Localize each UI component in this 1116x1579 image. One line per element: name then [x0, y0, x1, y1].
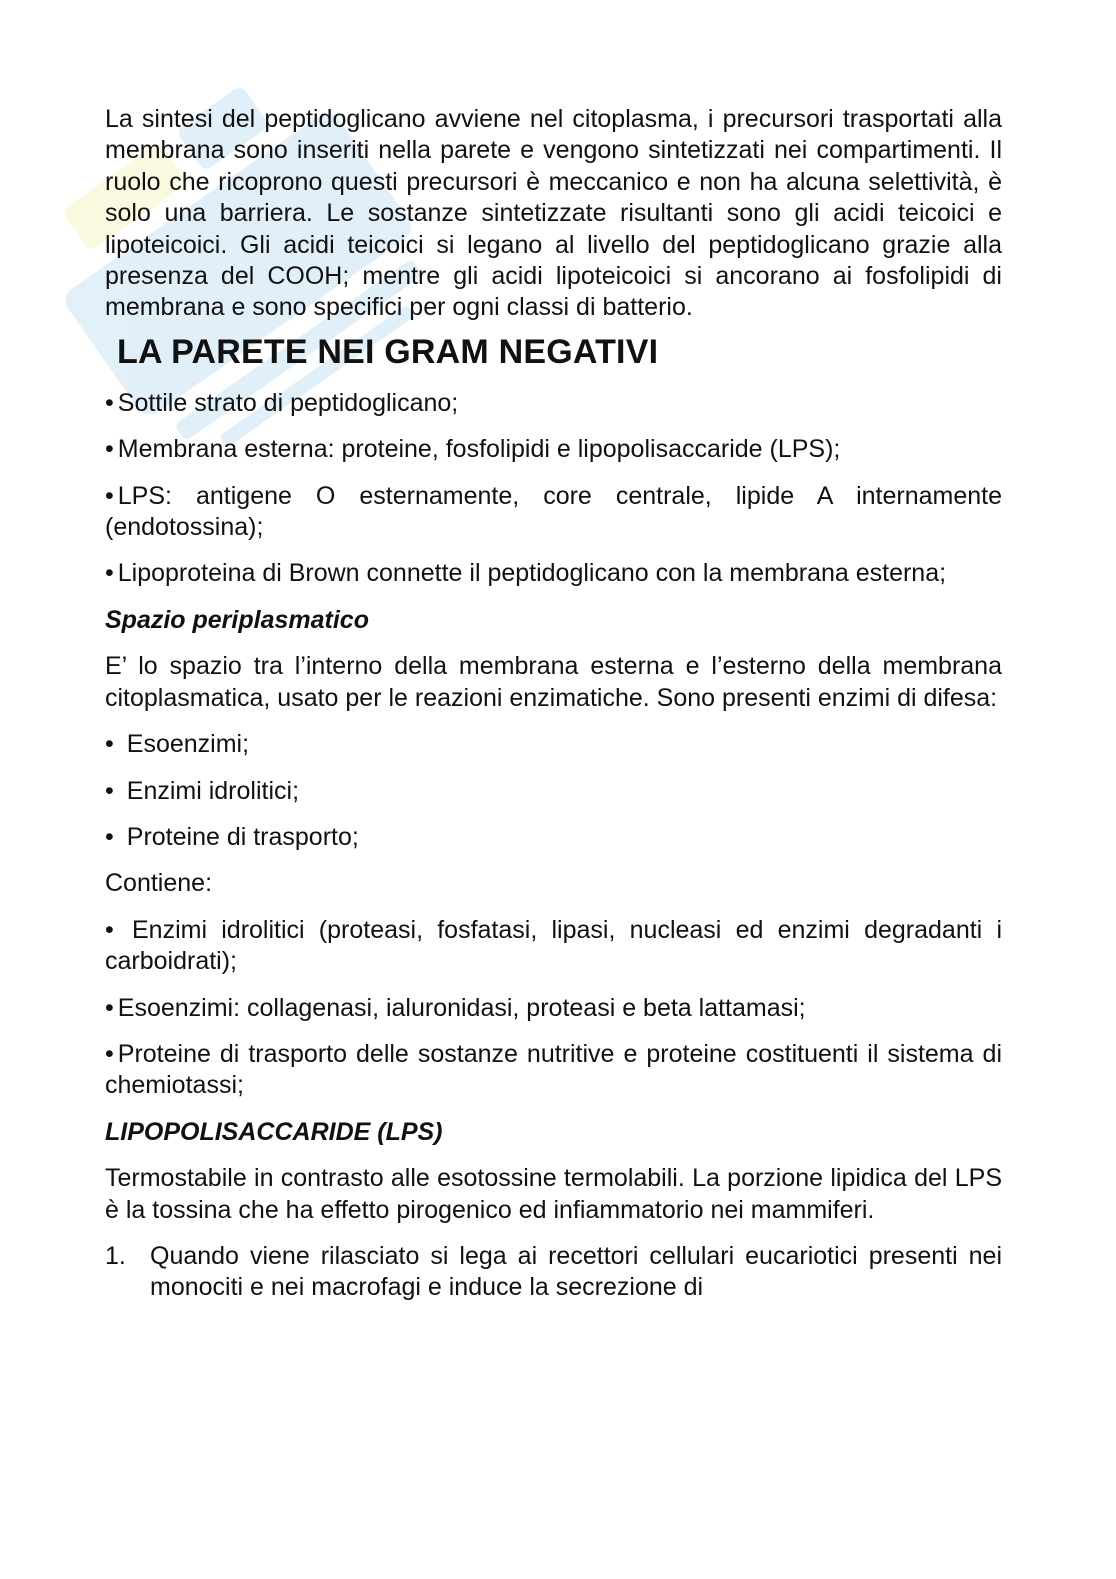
bullet-icon: •: [105, 481, 114, 510]
list-item: • Proteine di trasporto;: [105, 822, 359, 851]
bullet-icon: •: [105, 776, 114, 805]
list-item: • Esoenzimi: collagenasi, ialuronidasi, proteasi e beta lattamasi;: [105, 993, 806, 1022]
subheading-periplasm: Spazio periplasmatico: [105, 605, 369, 634]
bullet-icon: •: [105, 1039, 114, 1068]
item-text: Quando viene rilasciato si lega ai recettori cellulari eucariotici presenti nei monociti e nei macrofagi e induce la secrezione di: [150, 1241, 1002, 1302]
list-item: • Membrana esterna: proteine, fosfolipidi e lipopolisaccaride (LPS);: [105, 435, 841, 464]
intro-paragraph: La sintesi del peptidoglicano avviene nel citoplasma, i precursori trasportati alla membrana sono inseriti nella parete e vengono sintetizzati nei compartimenti. Il ruolo che ricoprono questi precursori è meccanico e non ha alcuna selettività, è solo una barriera. Le sostanze sintetizzate risultanti sono gli acidi teicoici e lipoteicoici. Gli acidi teicoici si legano al livello del peptidoglicano grazie alla presenza del COOH; mentre gli acidi lipoteicoici si ancorano ai fosfolipidi di membrana e sono specifici per ogni classi di batterio.: [105, 105, 1002, 322]
defense-enzymes-list: [105, 729, 1002, 853]
list-item: • Esoenzimi;: [105, 730, 250, 759]
list-item: • LPS: antigene O esternamente, core centrale, lipide A internamente (endotossina);: [105, 481, 1002, 542]
list-item: • Proteine di trasporto delle sostanze nutritive e proteine costituenti il sistema di chemiotassi;: [105, 1039, 1002, 1100]
bullet-icon: •: [105, 993, 114, 1022]
bullet-icon: •: [105, 559, 114, 588]
numbered-item: [105, 1241, 1002, 1304]
list-item: • Enzimi idrolitici (proteasi, fosfatasi, lipasi, nucleasi ed enzimi degradanti i carboidrati);: [105, 915, 1003, 976]
item-number: 1.: [105, 1241, 126, 1270]
contains-list: [105, 915, 1002, 1102]
bullet-icon: •: [105, 915, 114, 944]
periplasm-paragraph: E’ lo spazio tra l’interno della membrana esterna e l’esterno della membrana citoplasmatica, usato per le reazioni enzimatiche. Sono presenti enzimi di difesa:: [105, 652, 1002, 712]
list-item: • Lipoproteina di Brown connette il peptidoglicano con la membrana esterna;: [105, 559, 947, 588]
list-item: • Sottile strato di peptidoglicano;: [105, 388, 459, 417]
bullet-icon: •: [105, 730, 114, 759]
document-page: [105, 104, 1002, 1304]
lps-paragraph: Termostabile in contrasto alle esotossine termolabili. La porzione lipidica del LPS è la tossina che ha effetto pirogenico ed infiammatorio nei mammiferi.: [105, 1164, 1002, 1224]
bullet-icon: •: [105, 822, 114, 851]
section-heading-gram-negative: LA PARETE NEI GRAM NEGATIVI: [117, 332, 659, 371]
bullet-icon: •: [105, 435, 114, 464]
list-item: • Enzimi idrolitici;: [105, 776, 300, 805]
contains-label: Contiene:: [105, 869, 213, 898]
gram-negative-list: [105, 388, 1002, 590]
bullet-icon: •: [105, 388, 114, 417]
subheading-lps: LIPOPOLISACCARIDE (LPS): [105, 1117, 443, 1146]
